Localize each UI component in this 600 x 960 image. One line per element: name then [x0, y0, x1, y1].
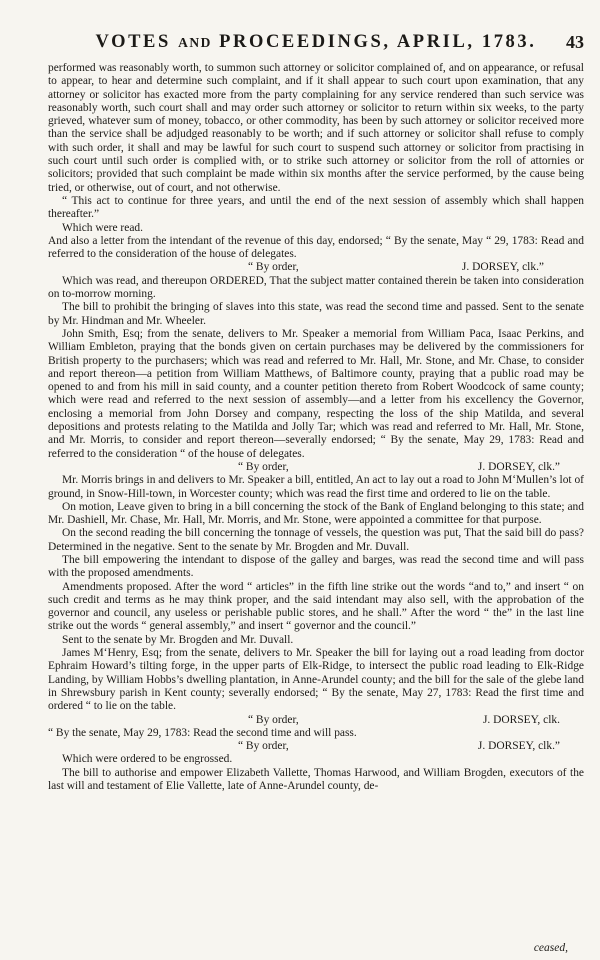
- header-year: 1783.: [481, 32, 537, 52]
- paragraph-vallette-bill: The bill to authorise and empower Elizabeth Vallette, Thomas Harwood, and William Brogden, executors of the last will and testament of Elie Vallette, late of Anne-Arundel county, de-: [48, 766, 584, 793]
- paragraph-second-reading: “ By the senate, May 29, 1783: Read the second time and will pass.: [48, 726, 357, 739]
- signature-line: [48, 461, 584, 474]
- page-number: 43: [566, 32, 584, 52]
- header-and: AND: [178, 35, 212, 50]
- paragraph-amendments: Amendments proposed. After the word “ articles” in the fifth line strike out the words “and to,” and insert “ on such credit and terms as he may think proper, and the said intendant may also sell, with the approbation of the governor and council, any useless or perishable public stores, and he shall.” After the word “ the” in the last line strike out the words “ general assembly,” and insert “ governor and the council.”: [48, 580, 584, 633]
- paragraph-engrossed: Which were ordered to be engrossed.: [62, 753, 233, 766]
- paragraph-morris-road-bill: Mr. Morris brings in and delivers to Mr. Speaker a bill, entitled, An act to lay out a road to John M‘Mullen’s lot of ground, in Snow-Hill-town, in Worcester county; which was read the first time and ordered to lie on the table.: [48, 474, 584, 500]
- clerk-signature: J. DORSEY, clk.”: [477, 740, 560, 753]
- by-order: “ By order,: [248, 713, 299, 726]
- signature-line: [48, 740, 584, 753]
- paragraph-attorney-fees: performed was reasonably worth, to summon such attorney or solicitor complained of, and on appearance, or refusal to appear, to hear and determine such complaint, and if it shall appear to such court upon examination, that any attorney or solicitor has exacted more from the party complaining for any service rendered than such service was reasonably worth, such court shall and may order such attorney or solicitor to return within six weeks, to the party grieved, whatever sum of money, tobacco, or other commodity, has been by such attorney or solicitor received more than the service shall be adjudged reasonably to be worth; and if such attorney or solicitor shall refuse to comply with such order, it shall and may be lawful for such court to suspend such attorney or solicitor from practising in such court until such order is complied with, or to strike such attorney or solicitor from the roll of attornies or solicitors; provided that such complaint be made within six months after the service performed, by the cause being tried, or otherwise, out of court, and not otherwise.: [48, 62, 584, 194]
- signature-line: [48, 714, 584, 727]
- running-header: [48, 30, 584, 56]
- paragraph-slaves-bill: The bill to prohibit the bringing of slaves into this state, was read the second time and passed. Sent to the senate by Mr. Hindman and Mr. Wheeler.: [48, 301, 584, 327]
- paragraph-continuance: “ This act to continue for three years, and until the end of the next session of assembly which shall happen thereafter.”: [48, 194, 584, 221]
- clerk-signature: J. DORSEY, clk.”: [477, 460, 560, 473]
- by-order: “ By order,: [238, 740, 289, 753]
- header-votes: VOTES: [95, 32, 171, 52]
- paragraph-sent-to-senate: Sent to the senate by Mr. Brogden and Mr. Duvall.: [62, 633, 294, 646]
- paragraph-mchenry-road: James M‘Henry, Esq; from the senate, delivers to Mr. Speaker the bill for laying out a road leading from doctor Ephraim Howard’s tilting forge, in the upper parts of Elk-Ridge, to intersect the public road leading to Elk-Ridge Landing, by William Hobbs’s dwelling plantation, in Anne-Arundel county; and the bill for the sale of the glebe land in Shrewsbury parish in Kent county; severally endorsed; “ By the senate, May 27, 1783: Read the first time and ordered “ to lie on the table.: [48, 647, 584, 713]
- paragraph-tonnage-bill: On the second reading the bill concerning the tonnage of vessels, the question was put, That the said bill do pass? Determined in the negative. Sent to the senate by Mr. Brogden and Mr. Duvall.: [48, 527, 584, 553]
- paragraph-bank-motion: On motion, Leave given to bring in a bill concerning the stock of the Bank of England belonging to this state; and Mr. Dashiell, Mr. Chase, Mr. Hall, Mr. Morris, and Mr. Stone, were appointed a committee for that purpose.: [48, 500, 584, 527]
- by-order: “ By order,: [248, 261, 299, 274]
- catchword: ceased,: [533, 942, 568, 954]
- header-title: [48, 32, 584, 53]
- clerk-signature: J. DORSEY, clk.: [482, 713, 560, 726]
- clerk-signature: J. DORSEY, clk.”: [461, 261, 544, 274]
- document-page: [48, 0, 584, 960]
- paragraph-which-were-read: Which were read.: [62, 221, 143, 234]
- paragraph-smith-memorial: John Smith, Esq; from the senate, delivers to Mr. Speaker a memorial from William Paca, Isaac Perkins, and William Embleton, praying that the bonds given on certain purchases may be delivered by the commissioners for British property to the purchasers; which was read and referred to Mr. Hall, Mr. Stone, and Mr. Chase, to consider and report thereon—a petition from William Matthews, of Baltimore county, praying that a public road may be opened to and from his mill in said county, and a counter petition thereto from Robert Woodcock of same county; which were read and referred to the next session of assembly—and a letter from his excellency the Governor, enclosing a memorial from John Dorsey and company, respecting the loss of the ship Matilda, and several depositions and protests relating to the Matilda and Jolly Tar; which was read and referred to Mr. Hall, Mr. Stone, and Mr. Morris, to consider and report thereon—severally endorsed; “ By the senate, May 29, 1783: Read and referred to the consideration “ of the house of delegates.: [48, 327, 584, 460]
- header-month: APRIL,: [396, 32, 475, 52]
- signature-line: [48, 261, 584, 274]
- by-order: “ By order,: [238, 460, 289, 473]
- paragraph-galley-bill: The bill empowering the intendant to dispose of the galley and barges, was read the second time and will pass with the proposed amendments.: [48, 553, 584, 580]
- paragraph-ordered: Which was read, and thereupon ORDERED, That the subject matter contained therein be taken into consideration on to-morrow morning.: [48, 274, 584, 301]
- paragraph-intendant-letter: And also a letter from the intendant of the revenue of this day, endorsed; “ By the senate, May “ 29, 1783: Read and referred to the consideration of the house of delegates.: [48, 234, 584, 261]
- header-proceedings: PROCEEDINGS,: [219, 32, 391, 52]
- body-text: [48, 62, 584, 793]
